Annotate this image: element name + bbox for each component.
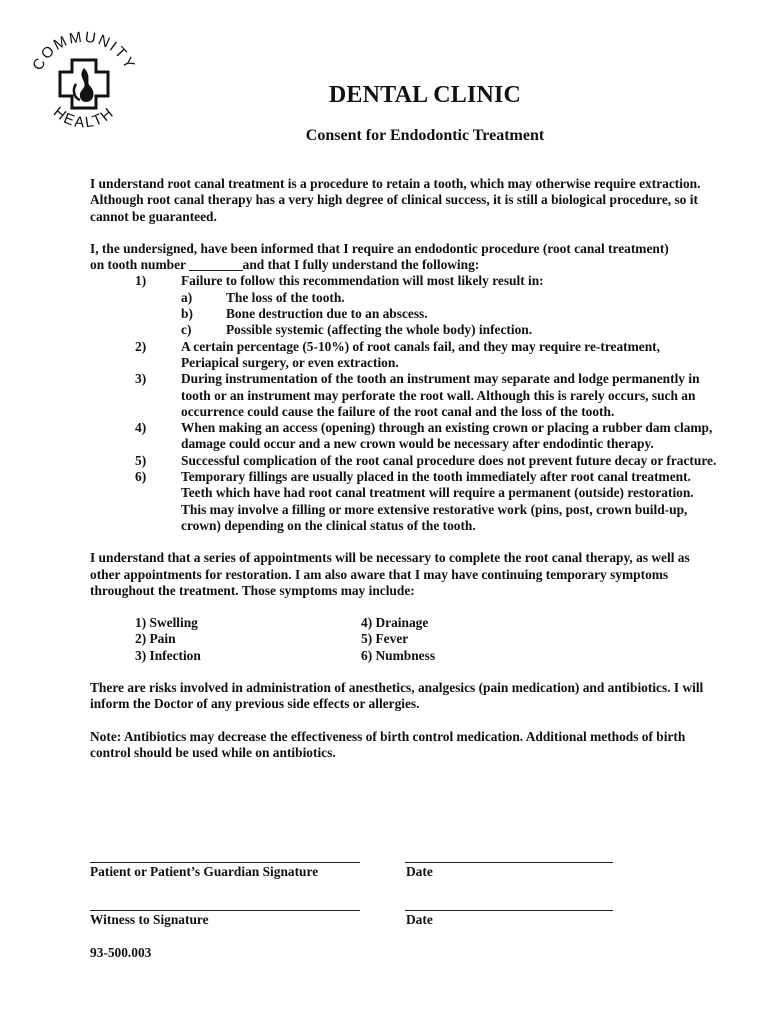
list-item — [90, 339, 720, 372]
symptom-item: 3) Infection — [135, 647, 201, 663]
appointments-paragraph: I understand that a series of appointments will be necessary to complete the root canal therapy, as well as other appointments for restoration. I am also aware that I may have continuing temporary symptoms throughout the treatment. Those symptoms may include: — [90, 550, 690, 598]
list-item-number: 2) — [135, 338, 147, 354]
list-item — [90, 273, 720, 289]
page-title: DENTAL CLINIC — [328, 82, 522, 108]
list-item-text: During instrumentation of the tooth an instrument may separate and lodge permanently in tooth or an instrument may perforate the root wall. Although this is rarely occurs, such an occurrence could cause the failure of the root canal and the loss of the tooth. — [181, 371, 700, 419]
sub-item-text: Possible systemic (affecting the whole body) infection. — [226, 322, 533, 338]
date-label: Date — [406, 912, 433, 927]
list-item-text: Failure to follow this recommendation will most likely result in: — [181, 273, 544, 289]
patient-signature-line[interactable] — [90, 862, 360, 863]
date-line-2[interactable] — [405, 910, 613, 911]
sub-list-item — [181, 290, 720, 306]
symptom-item: 6) Numbness — [361, 647, 436, 663]
list-item — [90, 469, 720, 485]
list-item — [90, 453, 720, 469]
symptoms-list — [135, 615, 720, 664]
list-item-text: Temporary fillings are usually placed in the tooth immediately after root canal treatment. — [181, 469, 691, 485]
list-item-number: 3) — [135, 371, 147, 387]
list-item-number: 1) — [135, 273, 147, 289]
date-line-1[interactable] — [405, 862, 613, 863]
intro-paragraph: I understand root canal treatment is a procedure to retain a tooth, which may otherwise require extraction. Although root canal therapy has a very high degree of clinical success, it is still a biological procedure, so it cannot be guaranteed. — [90, 176, 701, 224]
witness-signature-line[interactable] — [90, 910, 360, 911]
logo-top-text: COMMUNITY — [29, 28, 139, 74]
sub-list-item — [181, 322, 720, 338]
witness-signature-label: Witness to Signature — [90, 912, 209, 927]
sub-item-letter: b) — [181, 306, 193, 322]
symptom-item: 2) Pain — [135, 631, 176, 647]
date-label: Date — [406, 864, 433, 879]
informed-line-1: I, the undersigned, have been informed that I require an endodontic procedure (root canal treatment) — [90, 240, 669, 256]
list-item-number: 5) — [135, 452, 147, 468]
sub-item-letter: a) — [181, 289, 193, 305]
list-item-number: 6) — [135, 469, 147, 485]
symptom-item: 5) Fever — [361, 631, 409, 647]
symptom-item: 1) Swelling — [135, 615, 198, 631]
risks-paragraph: There are risks involved in administration of anesthetics, analgesics (pain medication) and antibiotics. I will inform the Doctor of any previous side effects or allergies. — [90, 680, 704, 712]
note-paragraph: Note: Antibiotics may decrease the effectiveness of birth control medication. Additional methods of birth control should be used while on antibiotics. — [90, 728, 686, 760]
list-item-extra: Teeth which have had root canal treatment will require a permanent (outside) restoration. — [181, 485, 694, 501]
symptom-item: 4) Drainage — [361, 615, 429, 631]
list-item-extra: This may involve a filling or more extensive restorative work (pins, post, crown build-up, crown) depending on the clinical status of the tooth. — [181, 501, 688, 533]
patient-signature-label: Patient or Patient’s Guardian Signature — [90, 864, 319, 879]
list-item-text: Successful complication of the root canal procedure does not prevent future decay or fracture. — [181, 452, 717, 468]
list-item-text: When making an access (opening) through an existing crown or placing a rubber dam clamp, damage could occur and a new crown would be necessary after endodintic therapy. — [181, 420, 713, 452]
symptoms-right-column — [361, 615, 587, 664]
sub-item-letter: c) — [181, 322, 192, 338]
informed-line-2: on tooth number ________and that I fully understand the following: — [90, 257, 480, 273]
page-subtitle: Consent for Endodontic Treatment — [305, 127, 545, 144]
list-item — [90, 371, 720, 420]
symptoms-left-column — [135, 615, 361, 664]
list-item — [90, 420, 720, 453]
list-item-text: A certain percentage (5-10%) of root canals fail, and they may require re-treatment, Periapical surgery, or even extraction. — [181, 338, 660, 370]
form-number: 93-500.003 — [90, 945, 152, 960]
sub-list-item — [181, 306, 720, 322]
consent-body — [90, 176, 720, 761]
sub-item-text: Bone destruction due to an abscess. — [226, 306, 428, 322]
logo-bottom-text: HEALTH — [49, 103, 119, 132]
list-item-number: 4) — [135, 420, 147, 436]
sub-item-text: The loss of the tooth. — [226, 289, 345, 305]
